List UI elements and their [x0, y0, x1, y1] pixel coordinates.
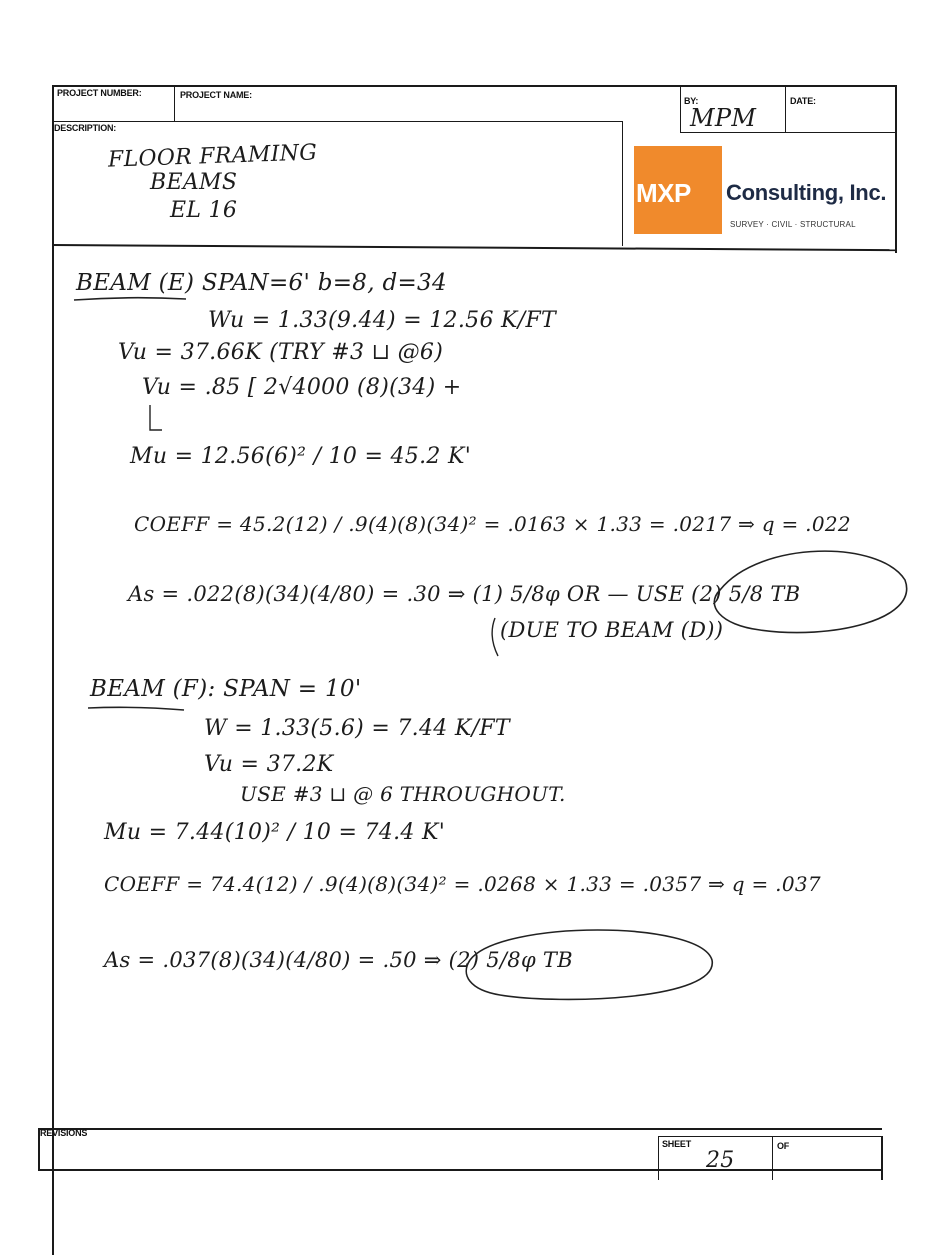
of-label: OF [777, 1141, 790, 1151]
date-label: DATE: [790, 96, 816, 106]
description-line-1: FLOOR FRAMING [107, 140, 318, 173]
description-label: DESCRIPTION: [54, 123, 117, 133]
beam-e-shear-line: Vu = 37.66K (TRY #3 ⊔ @6) [118, 340, 444, 365]
revisions-label: REVISIONS [40, 1128, 88, 1138]
beam-e-span-line: BEAM (E) SPAN=6' b=8, d=34 [76, 270, 447, 296]
beam-f-moment-line: Mu = 7.44(10)² / 10 = 74.4 K' [104, 820, 446, 845]
company-logo-mxp: MXP [636, 178, 691, 208]
project-name-label: PROJECT NAME: [180, 90, 252, 100]
beam-f-stirrup-line: USE #3 ⊔ @ 6 THROUGHOUT. [240, 782, 566, 806]
sheet-number: 25 [706, 1148, 735, 1173]
beam-e-coefficient-line: COEFF = 45.2(12) / .9(4)(8)(34)² = .0163 × 1.33 = .0217 ⇒ q = .022 [134, 512, 851, 536]
project-number-label: PROJECT NUMBER: [57, 88, 142, 98]
sheet-row-top [658, 1136, 882, 1137]
of-column-divider [772, 1136, 773, 1180]
beam-f-heading-underline [88, 707, 184, 710]
by-initials: MPM [690, 104, 757, 132]
by-label: BY: [684, 96, 699, 106]
revisions-top-border [38, 1128, 882, 1130]
beam-f-result-circle [466, 930, 712, 999]
description-line-2: BEAMS [150, 170, 238, 195]
beam-f-span-line: BEAM (F): SPAN = 10' [90, 676, 362, 702]
beam-f-coefficient-line: COEFF = 74.4(12) / .9(4)(8)(34)² = .0268 × 1.33 = .0357 ⇒ q = .037 [104, 872, 821, 896]
company-name: Consulting, Inc. [726, 180, 887, 205]
beam-f-load-line: W = 1.33(5.6) = 7.44 K/FT [204, 716, 510, 741]
beam-f-steel-area-line: As = .037(8)(34)(4/80) = .50 ⇒ (2) 5/8φ TB [104, 948, 573, 972]
beam-e-result-circle [714, 551, 906, 632]
sheet-column-divider [658, 1136, 659, 1180]
beam-e-note-parenthesis [492, 618, 498, 656]
beam-e-shear-bracket [150, 405, 162, 430]
footer-right-border [881, 1136, 883, 1180]
beam-e-heading-underline [74, 298, 186, 300]
beam-e-note-line: (DUE TO BEAM (D)) [500, 618, 724, 642]
footer-bottom-border [38, 1169, 882, 1171]
beam-e-steel-area-line: As = .022(8)(34)(4/80) = .30 ⇒ (1) 5/8φ OR — USE (2) 5/8 TB [128, 582, 801, 606]
beam-e-moment-line: Mu = 12.56(6)² / 10 = 45.2 K' [130, 444, 472, 469]
beam-e-load-line: Wu = 1.33(9.44) = 12.56 K/FT [208, 308, 557, 333]
sheet-label: SHEET [662, 1139, 692, 1149]
beam-f-shear-line: Vu = 37.2K [204, 752, 334, 777]
company-tagline: SURVEY · CIVIL · STRUCTURAL [730, 220, 856, 229]
description-line-3: EL 16 [170, 198, 238, 223]
beam-e-shear-capacity-line: Vu = .85 [ 2√4000 (8)(34) + [142, 375, 462, 400]
